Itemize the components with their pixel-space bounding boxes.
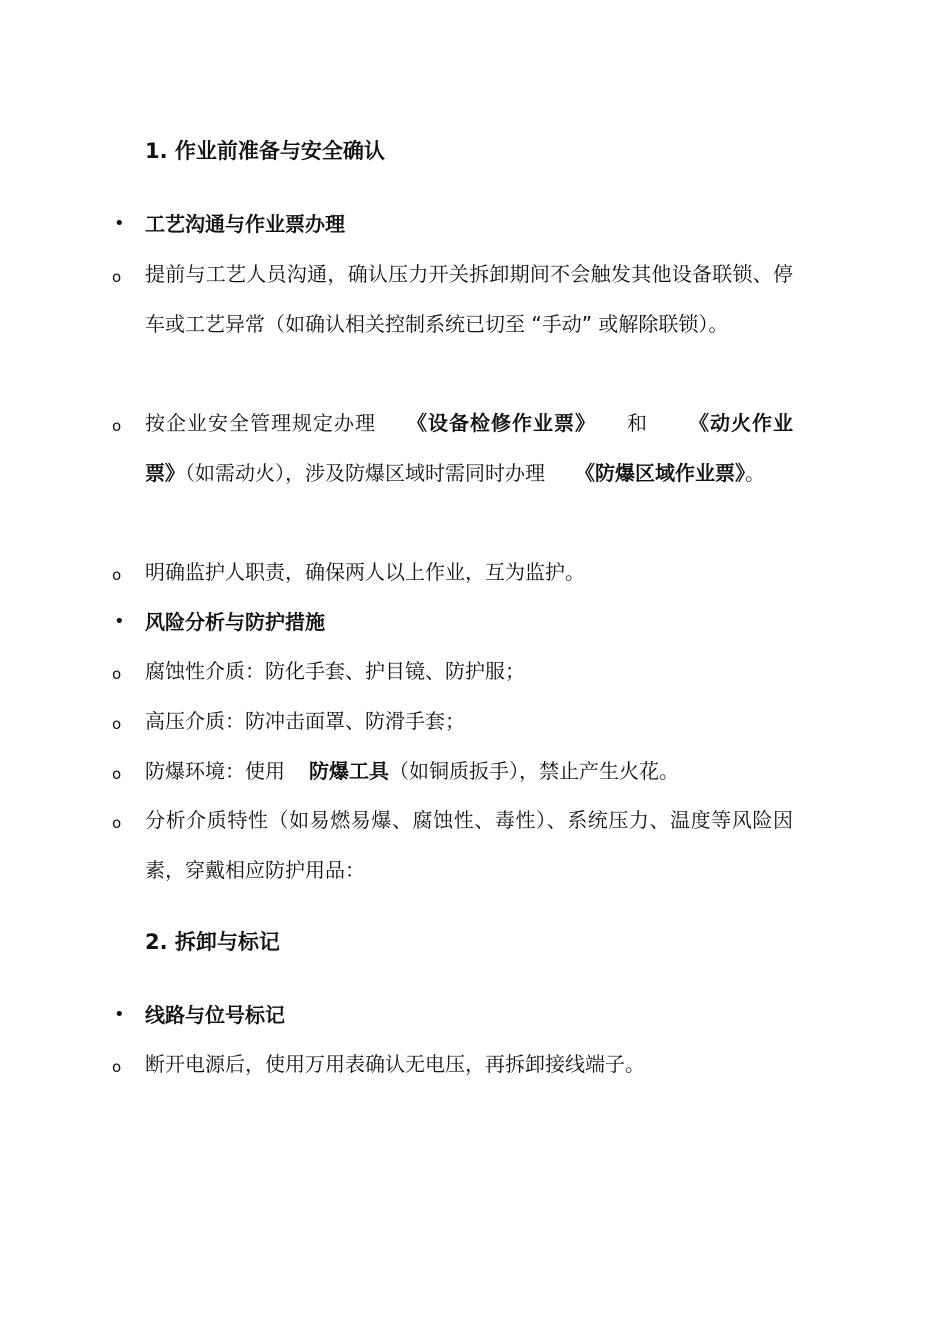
sub-item-text: 断开电源后，使用万用表确认无电压，再拆卸接线端子。 xyxy=(145,1052,645,1076)
permit-name: 《设备检修作业票》 xyxy=(406,411,596,435)
circle-marker: o xyxy=(112,268,122,286)
sub-item-text: 防爆环境：使用 防爆工具（如铜质扳手），禁止产生火花。 xyxy=(145,759,679,783)
sub-item-text: 明确监护人职责，确保两人以上作业，互为监护。 xyxy=(145,560,585,584)
tool-name: 防爆工具 xyxy=(309,759,389,783)
group-title: 线路与位号标记 xyxy=(145,1003,285,1027)
section-heading-1: 1. 作业前准备与安全确认 xyxy=(145,139,385,163)
circle-marker: o xyxy=(112,665,122,683)
circle-marker: o xyxy=(112,814,122,832)
section-heading-2: 2. 拆卸与标记 xyxy=(145,930,280,954)
bullet-marker: • xyxy=(114,213,125,234)
group-title: 工艺沟通与作业票办理 xyxy=(145,212,345,236)
permit-name: 《动火作业票》 xyxy=(145,411,793,485)
permit-name: 《防爆区域作业票》 xyxy=(575,461,745,485)
group-title: 风险分析与防护措施 xyxy=(145,610,325,634)
circle-marker: o xyxy=(112,765,122,783)
circle-marker: o xyxy=(112,715,122,733)
sub-item-text: 分析介质特性（如易燃易爆、腐蚀性、毒性）、系统压力、温度等风险因素，穿戴相应防护用品： xyxy=(145,808,793,882)
bullet-marker: • xyxy=(114,1004,125,1025)
bullet-marker: • xyxy=(114,611,125,632)
sub-item-text: 高压介质：防冲击面罩、防滑手套； xyxy=(145,709,465,733)
circle-marker: o xyxy=(112,1058,122,1076)
sub-item-text: 按企业安全管理规定办理 《设备检修作业票》 和 《动火作业票》（如需动火），涉及防爆区域时需同时办理 《防爆区域作业票》。 xyxy=(145,411,793,485)
circle-marker: o xyxy=(112,417,122,435)
sub-item-text: 提前与工艺人员沟通，确认压力开关拆卸期间不会触发其他设备联锁、停车或工艺异常（如确认相关控制系统已切至 “手动” 或解除联锁）。 xyxy=(145,262,793,336)
sub-item-text: 腐蚀性介质：防化手套、护目镜、防护服； xyxy=(145,659,525,683)
circle-marker: o xyxy=(112,566,122,584)
